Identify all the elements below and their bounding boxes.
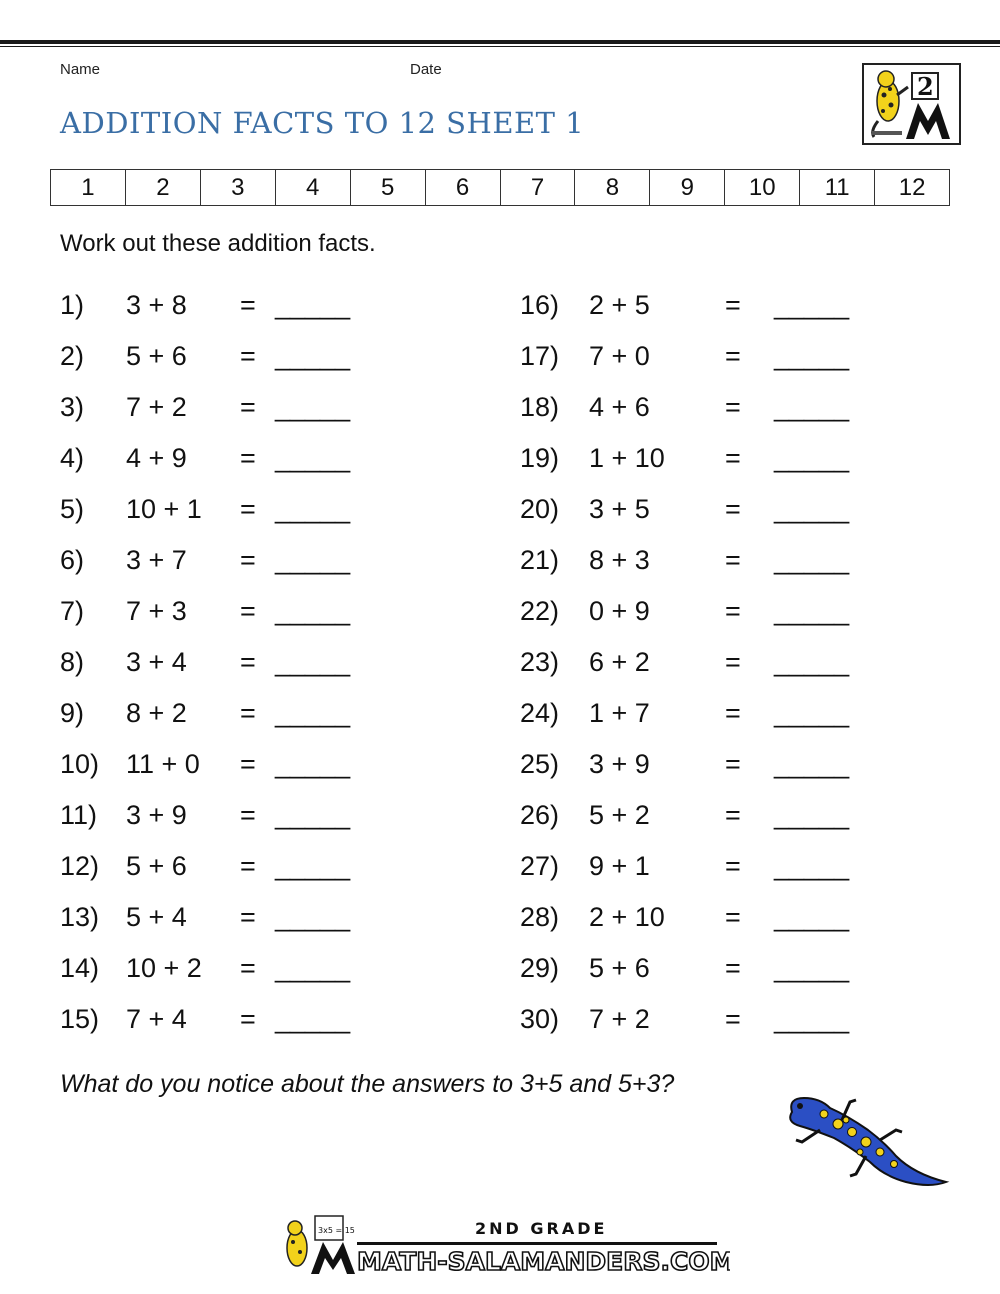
- problem-row: [520, 336, 940, 376]
- problem-number: 14): [60, 953, 100, 983]
- answer-blank[interactable]: _____: [275, 953, 351, 983]
- equals-sign: =: [240, 545, 256, 575]
- problem-number: 7): [60, 596, 85, 626]
- equals-sign: =: [240, 800, 256, 830]
- problem-row: [60, 897, 480, 937]
- equals-sign: =: [725, 494, 741, 524]
- header-logo: [862, 63, 961, 145]
- answer-blank[interactable]: _____: [275, 290, 351, 320]
- problem-expression: 5 + 6: [126, 341, 187, 371]
- problem-number: 30): [520, 1004, 560, 1034]
- problem-expression: 4 + 9: [126, 443, 187, 473]
- problem-row: [520, 489, 940, 529]
- answer-blank[interactable]: _____: [774, 953, 850, 983]
- answer-blank[interactable]: _____: [275, 341, 351, 371]
- number-line-cell: 1: [51, 170, 126, 205]
- problem-row: [60, 642, 480, 682]
- answer-blank[interactable]: _____: [275, 749, 351, 779]
- equals-sign: =: [725, 698, 741, 728]
- problem-expression: 3 + 8: [126, 290, 187, 320]
- problem-number: 22): [520, 596, 560, 626]
- answer-blank[interactable]: _____: [774, 698, 850, 728]
- problem-number: 5): [60, 494, 85, 524]
- answer-blank[interactable]: _____: [275, 902, 351, 932]
- equals-sign: =: [725, 749, 741, 779]
- problem-row: [60, 387, 480, 427]
- problem-number: 3): [60, 392, 85, 422]
- problem-row: [520, 642, 940, 682]
- problem-row: [520, 795, 940, 835]
- answer-blank[interactable]: _____: [774, 392, 850, 422]
- problem-number: 9): [60, 698, 85, 728]
- equals-sign: =: [240, 749, 256, 779]
- problem-number: 16): [520, 290, 560, 320]
- problem-expression: 3 + 4: [126, 647, 187, 677]
- page-title: ADDITION FACTS TO 12 SHEET 1: [60, 106, 585, 140]
- number-line-cell: 4: [276, 170, 351, 205]
- problem-number: 21): [520, 545, 560, 575]
- problem-number: 17): [520, 341, 560, 371]
- salamander-illustration: [780, 1090, 950, 1200]
- top-rule-thin: [0, 46, 1000, 47]
- problem-number: 19): [520, 443, 560, 473]
- answer-blank[interactable]: _____: [774, 596, 850, 626]
- problem-expression: 2 + 5: [589, 290, 650, 320]
- answer-blank[interactable]: _____: [275, 545, 351, 575]
- answer-blank[interactable]: _____: [774, 494, 850, 524]
- equals-sign: =: [725, 800, 741, 830]
- answer-blank[interactable]: _____: [774, 800, 850, 830]
- problem-expression: 3 + 9: [126, 800, 187, 830]
- problem-expression: 11 + 0: [126, 749, 200, 779]
- answer-blank[interactable]: _____: [774, 545, 850, 575]
- equals-sign: =: [725, 290, 741, 320]
- problem-number: 8): [60, 647, 85, 677]
- answer-blank[interactable]: _____: [275, 698, 351, 728]
- problem-number: 12): [60, 851, 100, 881]
- problem-number: 20): [520, 494, 560, 524]
- answer-blank[interactable]: _____: [774, 647, 850, 677]
- answer-blank[interactable]: _____: [774, 851, 850, 881]
- logo-grade-number: 2: [917, 72, 934, 101]
- equals-sign: =: [725, 443, 741, 473]
- problem-row: [520, 897, 940, 937]
- answer-blank[interactable]: _____: [275, 647, 351, 677]
- problem-row: [60, 285, 480, 325]
- problem-row: [520, 540, 940, 580]
- top-rule: [0, 40, 1000, 44]
- problem-expression: 1 + 10: [589, 443, 665, 473]
- footer-grade-text: 2ND GRADE: [475, 1219, 608, 1238]
- equals-sign: =: [725, 953, 741, 983]
- number-line-cell: 11: [800, 170, 875, 205]
- problem-expression: 5 + 6: [589, 953, 650, 983]
- problem-expression: 7 + 3: [126, 596, 187, 626]
- date-label: Date: [410, 61, 442, 78]
- answer-blank[interactable]: _____: [275, 851, 351, 881]
- problem-number: 27): [520, 851, 560, 881]
- problem-row: [60, 540, 480, 580]
- problem-number: 25): [520, 749, 560, 779]
- equals-sign: =: [725, 1004, 741, 1034]
- problem-number: 13): [60, 902, 100, 932]
- answer-blank[interactable]: _____: [275, 392, 351, 422]
- equals-sign: =: [240, 596, 256, 626]
- math-salamanders-logo-icon: [275, 1212, 730, 1277]
- number-line-cell: 7: [501, 170, 576, 205]
- equals-sign: =: [240, 392, 256, 422]
- problem-row: [520, 591, 940, 631]
- problem-expression: 7 + 2: [589, 1004, 650, 1034]
- problem-expression: 3 + 5: [589, 494, 650, 524]
- answer-blank[interactable]: _____: [275, 1004, 351, 1034]
- problem-number: 10): [60, 749, 100, 779]
- problem-row: [520, 999, 940, 1039]
- reflection-question: What do you notice about the answers to 3+5 and 5+3?: [60, 1070, 675, 1098]
- equals-sign: =: [725, 596, 741, 626]
- answer-blank[interactable]: _____: [275, 800, 351, 830]
- problem-expression: 7 + 2: [126, 392, 187, 422]
- answer-blank[interactable]: _____: [774, 1004, 850, 1034]
- number-line: [50, 169, 950, 206]
- problem-number: 26): [520, 800, 560, 830]
- equals-sign: =: [240, 443, 256, 473]
- problem-number: 24): [520, 698, 560, 728]
- problem-expression: 8 + 3: [589, 545, 650, 575]
- answer-blank[interactable]: _____: [774, 902, 850, 932]
- footer-logo: [275, 1212, 730, 1282]
- problem-expression: 6 + 2: [589, 647, 650, 677]
- number-line-cell: 3: [201, 170, 276, 205]
- problem-expression: 5 + 6: [126, 851, 187, 881]
- problem-number: 15): [60, 1004, 100, 1034]
- equals-sign: =: [240, 290, 256, 320]
- problem-expression: 8 + 2: [126, 698, 187, 728]
- problem-row: [520, 846, 940, 886]
- instruction-text: Work out these addition facts.: [60, 230, 376, 257]
- problem-number: 6): [60, 545, 85, 575]
- problem-expression: 4 + 6: [589, 392, 650, 422]
- number-line-cell: 8: [575, 170, 650, 205]
- problem-row: [60, 795, 480, 835]
- problem-expression: 9 + 1: [589, 851, 650, 881]
- problem-number: 11): [60, 800, 98, 830]
- problem-expression: 0 + 9: [589, 596, 650, 626]
- equals-sign: =: [240, 851, 256, 881]
- equals-sign: =: [725, 902, 741, 932]
- problem-expression: 10 + 2: [126, 953, 202, 983]
- equals-sign: =: [240, 953, 256, 983]
- number-line-cell: 10: [725, 170, 800, 205]
- equals-sign: =: [240, 494, 256, 524]
- answer-blank[interactable]: _____: [275, 596, 351, 626]
- problem-row: [60, 438, 480, 478]
- problem-expression: 7 + 0: [589, 341, 650, 371]
- equals-sign: =: [725, 341, 741, 371]
- number-line-cell: 2: [126, 170, 201, 205]
- answer-blank[interactable]: _____: [275, 443, 351, 473]
- footer-site-text: MATH-SALAMANDERS.COM: [357, 1247, 730, 1276]
- equals-sign: =: [240, 902, 256, 932]
- equals-sign: =: [725, 851, 741, 881]
- equals-sign: =: [240, 698, 256, 728]
- equals-sign: =: [240, 1004, 256, 1034]
- answer-blank[interactable]: _____: [275, 494, 351, 524]
- salamander-logo-icon: [864, 65, 959, 143]
- answer-blank[interactable]: _____: [774, 341, 850, 371]
- problem-expression: 3 + 7: [126, 545, 187, 575]
- problem-number: 18): [520, 392, 560, 422]
- number-line-cell: 6: [426, 170, 501, 205]
- name-label: Name: [60, 61, 101, 78]
- problem-row: [60, 846, 480, 886]
- salamander-icon: [780, 1090, 950, 1195]
- problem-row: [60, 744, 480, 784]
- problem-expression: 5 + 4: [126, 902, 187, 932]
- problem-row: [520, 693, 940, 733]
- answer-blank[interactable]: _____: [774, 290, 850, 320]
- problem-number: 28): [520, 902, 560, 932]
- board-text: 3x5 = 15: [318, 1226, 355, 1235]
- number-line-cell: 9: [650, 170, 725, 205]
- problem-number: 2): [60, 341, 85, 371]
- problem-row: [60, 693, 480, 733]
- problem-expression: 3 + 9: [589, 749, 650, 779]
- problem-row: [60, 489, 480, 529]
- problem-row: [520, 387, 940, 427]
- problem-expression: 10 + 1: [126, 494, 202, 524]
- problem-row: [520, 285, 940, 325]
- problem-expression: 2 + 10: [589, 902, 665, 932]
- equals-sign: =: [240, 647, 256, 677]
- equals-sign: =: [725, 647, 741, 677]
- number-line-cell: 5: [351, 170, 426, 205]
- answer-blank[interactable]: _____: [774, 443, 850, 473]
- problem-expression: 5 + 2: [589, 800, 650, 830]
- problem-number: 1): [60, 290, 85, 320]
- problem-row: [60, 336, 480, 376]
- problem-row: [520, 948, 940, 988]
- problem-number: 29): [520, 953, 560, 983]
- problem-expression: 7 + 4: [126, 1004, 187, 1034]
- problem-row: [520, 744, 940, 784]
- problem-number: 23): [520, 647, 560, 677]
- problem-row: [60, 948, 480, 988]
- problem-row: [520, 438, 940, 478]
- equals-sign: =: [725, 545, 741, 575]
- problem-expression: 1 + 7: [589, 698, 650, 728]
- equals-sign: =: [725, 392, 741, 422]
- problem-row: [60, 999, 480, 1039]
- problem-number: 4): [60, 443, 85, 473]
- number-line-cell: 12: [898, 174, 926, 201]
- equals-sign: =: [240, 341, 256, 371]
- problem-row: [60, 591, 480, 631]
- answer-blank[interactable]: _____: [774, 749, 850, 779]
